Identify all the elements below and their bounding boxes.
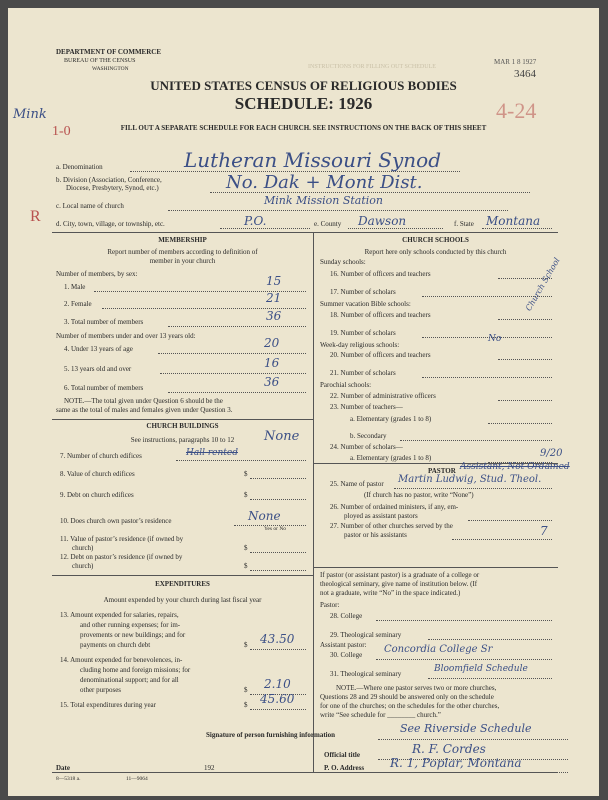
county-value: Dawson — [358, 214, 407, 228]
q4-under13-label: 4. Under 13 years of age — [64, 345, 133, 353]
po-address-label: P. O. Address — [324, 764, 365, 772]
by-sex-label: Number of members, by sex: — [56, 270, 138, 278]
q17-label: 17. Number of scholars — [330, 288, 396, 296]
official-title-value: R. F. Cordes — [412, 742, 486, 756]
q15-value: 45.60 — [260, 692, 295, 706]
local-name-line — [168, 210, 508, 211]
faint-top-text: INSTRUCTIONS FOR FILLING OUT SCHEDULE — [308, 64, 436, 70]
form-code-2: 11—9064 — [126, 776, 148, 782]
q6-total-label: 6. Total number of members — [64, 384, 144, 392]
red-r-mark: R — [30, 208, 41, 225]
census-schedule-sheet — [8, 8, 599, 796]
membership-intro-2: member in your church — [149, 257, 216, 265]
pastor-heading: PASTOR — [428, 467, 456, 475]
q3-line — [168, 326, 306, 327]
q29-label: 29. Theological seminary — [330, 631, 402, 639]
q9-dollar: $ — [244, 491, 248, 499]
q14-label-1: 14. Amount expended for benevolences, in- — [60, 656, 183, 664]
division-label-1: b. Division (Association, Conference, — [56, 176, 162, 184]
sunday-schools-label: Sunday schools: — [320, 258, 366, 266]
q20-line — [498, 359, 552, 360]
q14-label-4: other purposes — [80, 686, 122, 694]
church-school-note: Church School — [524, 256, 562, 313]
buildings-bottom-rule — [52, 575, 313, 576]
county-line — [348, 228, 443, 229]
pastor-note-4: write “See schedule for ________ church.” — [320, 711, 441, 719]
q22-label: 22. Number of administrative officers — [330, 392, 436, 400]
red-pencil-mark: 4-24 — [496, 98, 537, 123]
q15-label: 15. Total expenditures during year — [60, 701, 156, 709]
graduate-intro-2: theological seminary, give name of institution below. (If — [320, 580, 478, 588]
official-title-label: Official title — [324, 751, 360, 759]
q23a-label: a. Elementary (grades 1 to 8) — [350, 415, 432, 423]
q5-over13-label: 5. 13 years old and over — [64, 365, 132, 373]
q29-line — [428, 639, 552, 640]
q19-label: 19. Number of scholars — [330, 329, 396, 337]
q18-line — [498, 319, 552, 320]
q4-under13-value: 20 — [264, 336, 280, 350]
q8-label: 8. Value of church edifices — [60, 470, 135, 478]
q23a-line — [488, 423, 552, 424]
pastor-note-3: for one of the churches; on the schedules for the other churches, — [320, 702, 500, 710]
pastor-struck-note: Assistant, Not Ordained — [460, 462, 570, 472]
city-line — [220, 228, 310, 229]
q6-line — [168, 392, 306, 393]
age-intro-label: Number of members under and over 13 years old: — [56, 332, 196, 340]
assistant-pastor-sublabel: Assistant pastor: — [320, 641, 367, 649]
city-value: P.O. — [244, 214, 267, 228]
q1-male-label: 1. Male — [64, 283, 86, 291]
date-label: Date — [56, 764, 70, 772]
q1-male-value: 15 — [266, 274, 282, 288]
q31-line — [428, 678, 552, 679]
q11-dollar: $ — [244, 544, 248, 552]
form-subtitle: SCHEDULE: 1926 — [234, 94, 373, 113]
q7-label: 7. Number of church edifices — [60, 452, 142, 460]
weekday-schools-label: Week-day religious schools: — [320, 341, 400, 349]
q3-total-value: 36 — [266, 309, 282, 323]
graduate-intro-3: not a graduate, write “No” in the space indicated.) — [320, 589, 461, 597]
section-top-rule — [52, 232, 558, 233]
q26-label-2: ployed as assistant pastors — [344, 512, 418, 520]
yes-no-hint: Yes or No — [264, 526, 287, 532]
po-address-line — [378, 772, 568, 773]
q13-label-4: payments on church debt — [80, 641, 151, 649]
po-address-value: R. 1, Poplar, Montana — [390, 756, 522, 770]
buildings-intro: See instructions, paragraphs 10 to 12 — [130, 436, 235, 444]
pastor-grad-rule — [313, 567, 558, 568]
state-value: Montana — [486, 214, 541, 228]
q27-line — [452, 539, 552, 540]
q11-line — [250, 552, 306, 553]
q15-line — [250, 709, 306, 710]
q7-value: Hall rented — [186, 448, 238, 458]
schools-heading: CHURCH SCHOOLS — [402, 236, 469, 244]
membership-heading: MEMBERSHIP — [158, 236, 207, 244]
q13-value: 43.50 — [260, 632, 295, 646]
q3-total-label: 3. Total number of members — [64, 318, 144, 326]
q19-line — [422, 337, 552, 338]
q27-value: 7 — [540, 524, 548, 538]
q12-dollar: $ — [244, 562, 248, 570]
q14-label-2: cluding home and foreign missions; for — [80, 666, 191, 674]
membership-bottom-rule — [52, 419, 313, 420]
membership-note-2: same as the total of males and females given under Question 3. — [56, 406, 233, 414]
q15-dollar: $ — [244, 701, 248, 709]
local-name-value: Mink Mission Station — [264, 194, 383, 207]
denomination-label: a. Denomination — [56, 163, 103, 171]
q12-label-1: 12. Debt on pastor’s residence (if owned by — [60, 553, 183, 561]
q10-value: None — [248, 509, 281, 523]
q2-female-label: 2. Female — [64, 300, 92, 308]
q18-label: 18. Number of officers and teachers — [330, 311, 431, 319]
q24a-label: a. Elementary (grades 1 to 8) — [350, 454, 432, 462]
q28-line — [376, 620, 552, 621]
q16-label: 16. Number of officers and teachers — [330, 270, 431, 278]
q8-line — [250, 478, 306, 479]
received-date-stamp: MAR 1 8 1927 — [494, 58, 537, 66]
dept-name: DEPARTMENT OF COMMERCE — [56, 48, 162, 56]
q28-label: 28. College — [330, 612, 363, 620]
form-title: UNITED STATES CENSUS OF RELIGIOUS BODIES — [150, 78, 457, 93]
bureau-name: BUREAU OF THE CENSUS — [64, 58, 136, 64]
red-pencil-number: 1-0 — [52, 124, 71, 139]
q22-line — [498, 400, 552, 401]
q4-line — [158, 353, 306, 354]
pastor-note-1: NOTE.—Where one pastor serves two or more churches, — [336, 684, 497, 692]
state-line — [482, 228, 552, 229]
city-name: WASHINGTON — [92, 66, 129, 72]
q10-label: 10. Does church own pastor’s residence — [60, 517, 172, 525]
q30-label: 30. College — [330, 651, 363, 659]
q11-label-2: church) — [72, 544, 94, 552]
q27-label-1: 27. Number of other churches served by the — [330, 522, 453, 530]
q23b-line — [400, 440, 552, 441]
q14-dollar: $ — [244, 686, 248, 694]
division-value: No. Dak + Mont Dist. — [226, 172, 423, 193]
signature-line — [378, 739, 568, 740]
q31-label: 31. Theological seminary — [330, 670, 402, 678]
q23b-label: b. Secondary — [350, 432, 387, 440]
pastor-note-2: Questions 28 and 29 should be answered only on the schedule — [320, 693, 494, 701]
q26-label-1: 26. Number of ordained ministers, if any, em- — [330, 503, 459, 511]
date-year: 192 — [204, 764, 215, 772]
date-line — [78, 772, 202, 773]
form-instruction: FILL OUT A SEPARATE SCHEDULE FOR EACH CHURCH. SEE INSTRUCTIONS ON THE BACK OF THIS SHEET — [120, 124, 487, 132]
q9-label: 9. Debt on church edifices — [60, 491, 134, 499]
q9-line — [250, 499, 306, 500]
q13-label-3: provements or new buildings; and for — [80, 631, 186, 639]
q12-label-2: church) — [72, 562, 94, 570]
q27-label-2: pastor or his assistants — [344, 531, 407, 539]
schools-no-note: No — [488, 334, 502, 344]
q11-label-1: 11. Value of pastor’s residence (if owned by — [60, 535, 184, 543]
q26-line — [468, 520, 552, 521]
city-label: d. City, town, village, or township, etc. — [56, 220, 165, 228]
q6-total-value: 36 — [264, 375, 280, 389]
q5-over13-value: 16 — [264, 356, 280, 370]
state-label: f. State — [454, 220, 474, 228]
schools-intro: Report here only schools conducted by this church — [364, 248, 507, 256]
q13-line — [250, 649, 306, 650]
q25-line — [394, 488, 552, 489]
q13-label-1: 13. Amount expended for salaries, repairs, — [60, 611, 179, 619]
buildings-none-value: None — [264, 429, 300, 444]
graduate-intro-1: If pastor (or assistant pastor) is a graduate of a college or — [320, 571, 480, 579]
schedule-number-stamp: 3464 — [514, 68, 536, 80]
division-label-2: Diocese, Presbytery, Synod, etc.) — [66, 184, 159, 192]
q25-label: 25. Name of pastor — [330, 480, 384, 488]
q14-label-3: denominational support; and for all — [80, 676, 179, 684]
q23-label: 23. Number of teachers— — [330, 403, 403, 411]
buildings-heading: CHURCH BUILDINGS — [146, 422, 219, 430]
county-label: e. County — [314, 220, 342, 228]
q25-note: (If church has no pastor, write “None”) — [364, 491, 474, 499]
form-code-1: 8—5318 a. — [56, 776, 81, 782]
center-column-rule — [313, 232, 314, 772]
summer-schools-label: Summer vacation Bible schools: — [320, 300, 411, 308]
q24-label: 24. Number of scholars— — [330, 443, 403, 451]
handwritten-mink: Mink — [13, 107, 47, 122]
q31-value: Bloomfield Schedule — [434, 664, 528, 674]
q2-female-value: 21 — [266, 291, 282, 305]
q30-line — [376, 659, 552, 660]
q14-value: 2.10 — [264, 677, 291, 691]
q13-label-2: and other running expenses; for im- — [80, 621, 181, 629]
q7-line — [176, 460, 306, 461]
parochial-schools-label: Parochial schools: — [320, 381, 372, 389]
pastor-number-note: 9/20 — [540, 448, 563, 459]
q13-dollar: $ — [244, 641, 248, 649]
local-name-label: c. Local name of church — [56, 202, 124, 210]
q5-line — [160, 373, 306, 374]
expenditures-heading: EXPENDITURES — [155, 580, 210, 588]
q25-value: Martin Ludwig, Stud. Theol. — [398, 474, 542, 485]
expenditures-intro: Amount expended by your church during last fiscal year — [103, 596, 262, 604]
q30-value: Concordia College Sr — [384, 644, 493, 655]
q12-line — [250, 570, 306, 571]
signature-value: See Riverside Schedule — [400, 722, 532, 735]
q21-line — [422, 377, 552, 378]
membership-note-1: NOTE.—The total given under Question 6 should be the — [64, 397, 223, 405]
q21-label: 21. Number of scholars — [330, 369, 396, 377]
pastor-sublabel: Pastor: — [320, 601, 340, 609]
signature-label: Signature of person furnishing information — [206, 731, 335, 739]
membership-intro-1: Report number of members according to definition of — [107, 248, 258, 256]
q8-dollar: $ — [244, 470, 248, 478]
q20-label: 20. Number of officers and teachers — [330, 351, 431, 359]
denomination-value: Lutheran Missouri Synod — [184, 148, 442, 172]
